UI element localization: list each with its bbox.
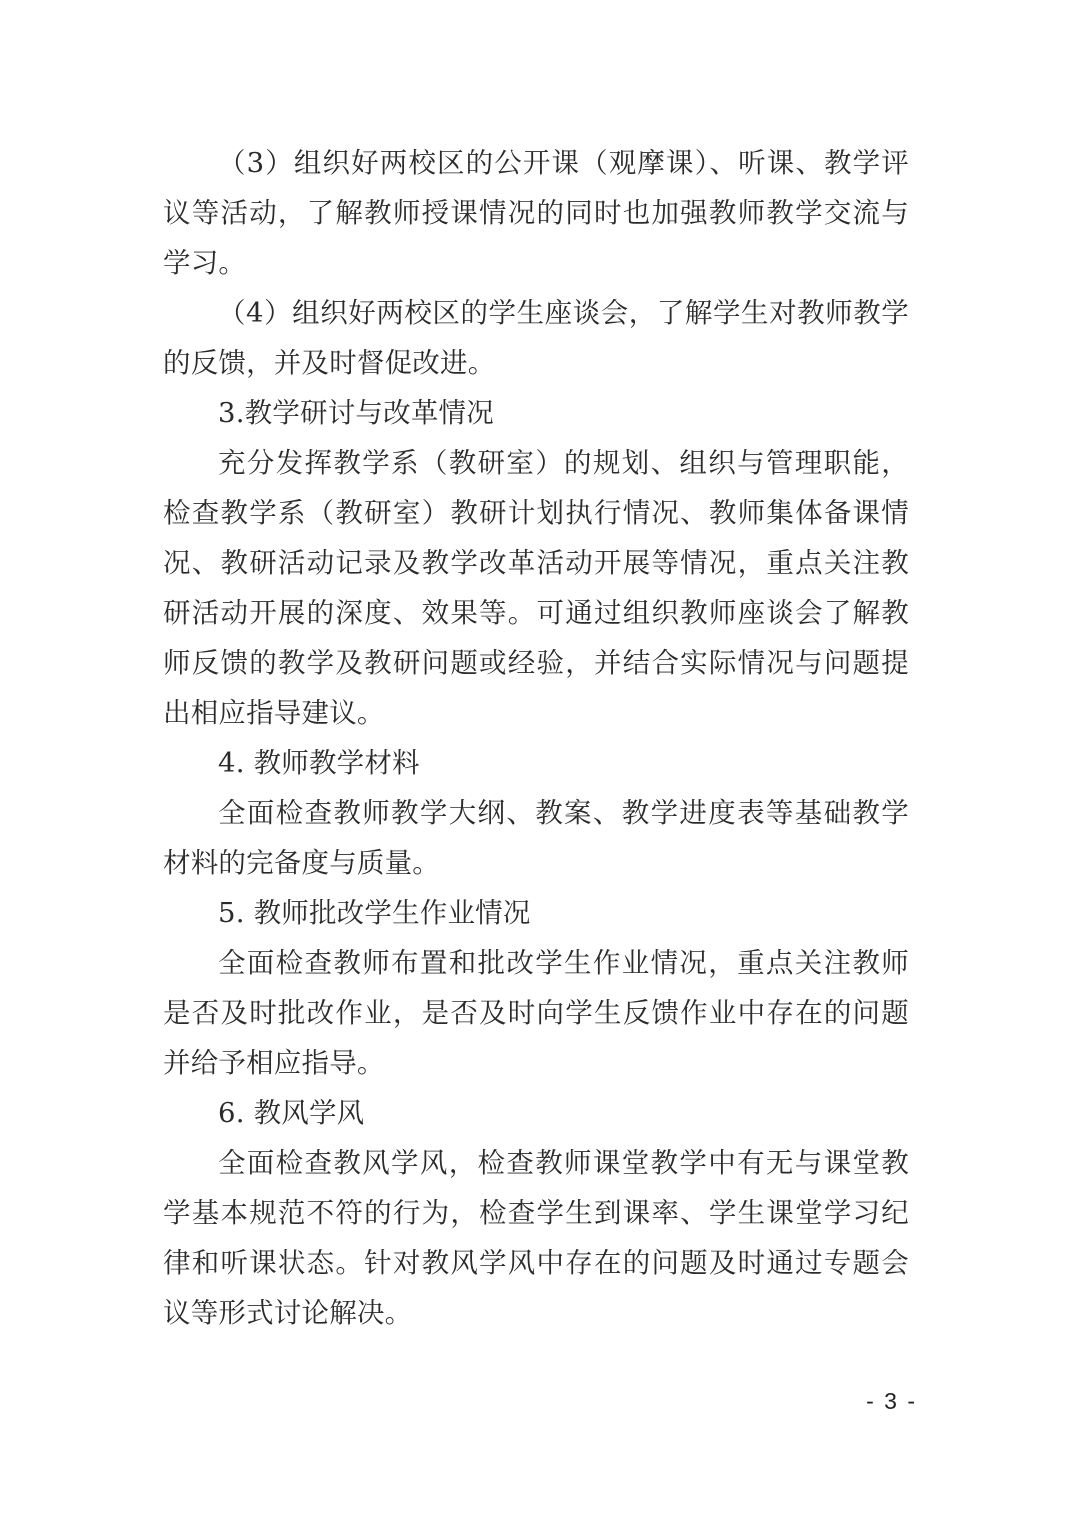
section-heading-4: 4. 教师教学材料	[218, 747, 420, 779]
paragraph-item-4: （4）组织好两校区的学生座谈会，了解学生对教师教学的反馈，并及时督促改进。	[163, 297, 909, 379]
paragraph-item-3: （3）组织好两校区的公开课（观摩课）、听课、教学评议等活动，了解教师授课情况的同时也加强教师教学交流与学习。	[163, 147, 909, 279]
section-6-body: 全面检查教风学风，检查教师课堂教学中有无与课堂教学基本规范不符的行为，检查学生到课率、学生课堂学习纪律和听课状态。针对教风学风中存在的问题及时通过专题会议等形式讨论解决。	[163, 1147, 909, 1329]
section-heading-5: 5. 教师批改学生作业情况	[218, 897, 531, 929]
section-heading-3: 3.教学研讨与改革情况	[218, 397, 494, 429]
section-heading-6: 6. 教风学风	[218, 1097, 365, 1129]
document-text-block	[163, 138, 909, 1338]
section-5-body: 全面检查教师布置和批改学生作业情况，重点关注教师是否及时批改作业，是否及时向学生反馈作业中存在的问题并给予相应指导。	[163, 947, 909, 1079]
page-number: - 3 -	[866, 1388, 917, 1414]
section-3-body: 充分发挥教学系（教研室）的规划、组织与管理职能，检查教学系（教研室）教研计划执行情况、教师集体备课情况、教研活动记录及教学改革活动开展等情况，重点关注教研活动开展的深度、效果等。可通过组织教师座谈会了解教师反馈的教学及教研问题或经验，并结合实际情况与问题提出相应指导建议。	[163, 447, 909, 729]
section-4-body: 全面检查教师教学大纲、教案、教学进度表等基础教学材料的完备度与质量。	[163, 797, 909, 879]
